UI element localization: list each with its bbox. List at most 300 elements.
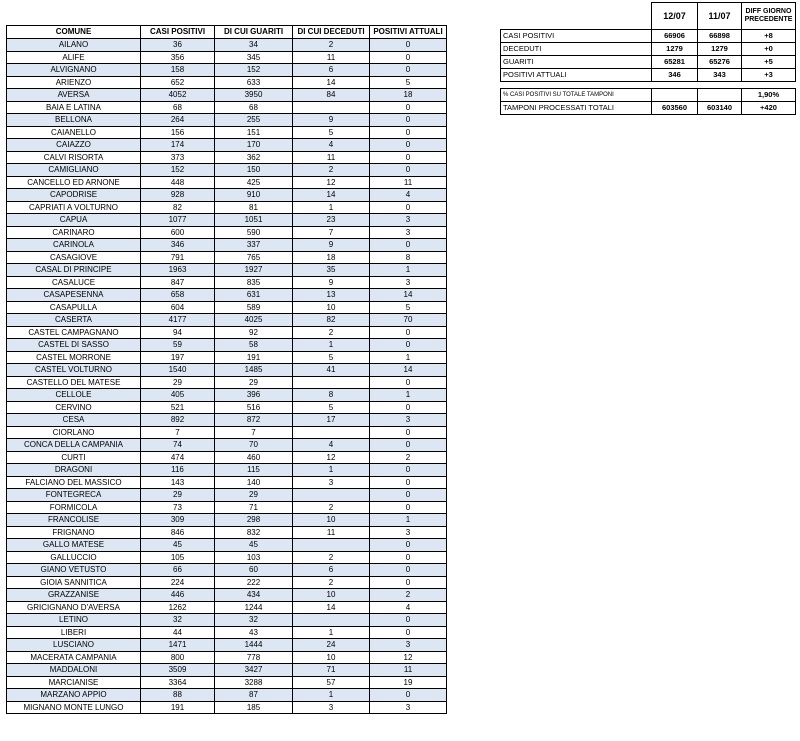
comune-cell: FORMICOLA [7,501,141,514]
guariti-cell: 434 [215,589,293,602]
guariti-cell: 3427 [215,664,293,677]
guariti-cell: 425 [215,176,293,189]
deceduti-cell: 4 [293,139,370,152]
table-row [7,601,447,614]
casi-positivi-cell: 45 [141,539,215,552]
summary-pct-row [501,89,796,102]
table-row [7,301,447,314]
guariti-cell: 631 [215,289,293,302]
summary-diff: +0 [742,43,796,56]
guariti-cell: 170 [215,139,293,152]
guariti-cell: 298 [215,514,293,527]
comune-cell: CERVINO [7,401,141,414]
positivi-attuali-cell: 8 [370,251,447,264]
casi-positivi-cell: 658 [141,289,215,302]
deceduti-cell: 9 [293,276,370,289]
positivi-attuali-cell: 0 [370,139,447,152]
deceduti-cell: 1 [293,201,370,214]
casi-positivi-cell: 474 [141,451,215,464]
comune-cell: ALIFE [7,51,141,64]
guariti-cell: 778 [215,651,293,664]
positivi-attuali-cell: 2 [370,589,447,602]
comune-cell: FALCIANO DEL MASSICO [7,476,141,489]
comune-cell: GIANO VETUSTO [7,564,141,577]
table-row [7,89,447,102]
summary-value-current: 1279 [652,43,698,56]
guariti-cell: 1927 [215,264,293,277]
tamponi-value-previous: 603140 [698,102,742,115]
deceduti-cell: 3 [293,701,370,714]
positivi-attuali-cell: 0 [370,401,447,414]
positivi-attuali-cell: 0 [370,439,447,452]
positivi-attuali-cell: 0 [370,64,447,77]
table-row [7,101,447,114]
comune-cell: CASTEL VOLTURNO [7,364,141,377]
positivi-attuali-cell: 0 [370,464,447,477]
comune-cell: GRICIGNANO D'AVERSA [7,601,141,614]
table-row [7,614,447,627]
positivi-attuali-cell: 3 [370,639,447,652]
positivi-attuali-cell: 4 [370,189,447,202]
casi-positivi-cell: 1963 [141,264,215,277]
comuni-table [6,25,447,714]
summary-value-current: 66906 [652,30,698,43]
casi-positivi-cell: 448 [141,176,215,189]
deceduti-cell: 14 [293,189,370,202]
table-row [7,576,447,589]
positivi-attuali-cell: 0 [370,539,447,552]
guariti-cell: 396 [215,389,293,402]
casi-positivi-cell: 373 [141,151,215,164]
casi-positivi-cell: 224 [141,576,215,589]
summary-diff: +5 [742,56,796,69]
spacer-cell [501,82,652,89]
comune-cell: FRIGNANO [7,526,141,539]
guariti-cell: 4025 [215,314,293,327]
deceduti-cell: 23 [293,214,370,227]
deceduti-cell: 14 [293,76,370,89]
table-row [7,326,447,339]
deceduti-cell: 10 [293,589,370,602]
comune-cell: LUSCIANO [7,639,141,652]
casi-positivi-cell: 1262 [141,601,215,614]
casi-positivi-cell: 4177 [141,314,215,327]
casi-positivi-cell: 158 [141,64,215,77]
summary-label: POSITIVI ATTUALI [501,69,652,82]
header-guariti: DI CUI GUARITI [215,26,293,39]
comune-cell: CAIAZZO [7,139,141,152]
table-row [7,489,447,502]
guariti-cell: 1444 [215,639,293,652]
casi-positivi-cell: 59 [141,339,215,352]
guariti-cell: 345 [215,51,293,64]
deceduti-cell: 8 [293,389,370,402]
guariti-cell: 872 [215,414,293,427]
guariti-cell: 362 [215,151,293,164]
guariti-cell: 60 [215,564,293,577]
guariti-cell: 92 [215,326,293,339]
casi-positivi-cell: 346 [141,239,215,252]
summary-row [501,69,796,82]
guariti-cell: 337 [215,239,293,252]
comune-cell: BELLONA [7,114,141,127]
guariti-cell: 633 [215,76,293,89]
summary-value-previous: 66898 [698,30,742,43]
casi-positivi-cell: 82 [141,201,215,214]
comune-cell: CASTEL CAMPAGNANO [7,326,141,339]
deceduti-cell [293,489,370,502]
casi-positivi-cell: 3364 [141,676,215,689]
deceduti-cell: 10 [293,301,370,314]
table-row [7,201,447,214]
positivi-attuali-cell: 0 [370,551,447,564]
deceduti-cell: 10 [293,514,370,527]
guariti-cell: 765 [215,251,293,264]
guariti-cell: 191 [215,351,293,364]
positivi-attuali-cell: 0 [370,476,447,489]
casi-positivi-cell: 4052 [141,89,215,102]
table-row [7,164,447,177]
table-row [7,464,447,477]
deceduti-cell [293,539,370,552]
positivi-attuali-cell: 3 [370,526,447,539]
table-row [7,51,447,64]
table-row [7,189,447,202]
positivi-attuali-cell: 0 [370,626,447,639]
comune-cell: CASTELLO DEL MATESE [7,376,141,389]
casi-positivi-cell: 791 [141,251,215,264]
guariti-cell: 29 [215,489,293,502]
deceduti-cell: 1 [293,689,370,702]
casi-positivi-cell: 600 [141,226,215,239]
comune-cell: CASTEL DI SASSO [7,339,141,352]
casi-positivi-cell: 152 [141,164,215,177]
guariti-cell: 68 [215,101,293,114]
casi-positivi-cell: 405 [141,389,215,402]
summary-row [501,43,796,56]
positivi-attuali-cell: 0 [370,614,447,627]
positivi-attuali-cell: 3 [370,414,447,427]
table-row [7,701,447,714]
table-row [7,414,447,427]
table-row [7,376,447,389]
header-positivi-attuali: POSITIVI ATTUALI [370,26,447,39]
deceduti-cell: 18 [293,251,370,264]
casi-positivi-cell: 44 [141,626,215,639]
table-row [7,539,447,552]
guariti-cell: 516 [215,401,293,414]
comune-cell: FONTEGRECA [7,489,141,502]
table-row [7,401,447,414]
guariti-cell: 222 [215,576,293,589]
summary-header-row [501,3,796,30]
comune-cell: CASAPESENNA [7,289,141,302]
deceduti-cell: 9 [293,114,370,127]
positivi-attuali-cell: 1 [370,351,447,364]
comune-cell: GRAZZANISE [7,589,141,602]
comune-cell: CANCELLO ED ARNONE [7,176,141,189]
casi-positivi-cell: 309 [141,514,215,527]
positivi-attuali-cell: 0 [370,126,447,139]
summary-diff-header [742,3,796,30]
summary-tamponi-row [501,102,796,115]
positivi-attuali-cell: 3 [370,276,447,289]
comune-cell: ALVIGNANO [7,64,141,77]
deceduti-cell: 71 [293,664,370,677]
positivi-attuali-cell: 0 [370,339,447,352]
positivi-attuali-cell: 0 [370,564,447,577]
deceduti-cell: 7 [293,226,370,239]
guariti-cell: 255 [215,114,293,127]
comune-cell: MADDALONI [7,664,141,677]
positivi-attuali-cell: 0 [370,114,447,127]
deceduti-cell: 2 [293,576,370,589]
table-row [7,389,447,402]
deceduti-cell: 17 [293,414,370,427]
casi-positivi-cell: 29 [141,376,215,389]
casi-positivi-cell: 143 [141,476,215,489]
comune-cell: CASTEL MORRONE [7,351,141,364]
positivi-attuali-cell: 14 [370,289,447,302]
table-row [7,64,447,77]
deceduti-cell [293,101,370,114]
comune-cell: AILANO [7,39,141,52]
guariti-cell: 115 [215,464,293,477]
table-row [7,139,447,152]
table-row [7,39,447,52]
casi-positivi-cell: 652 [141,76,215,89]
comune-cell: CARINOLA [7,239,141,252]
tamponi-diff: +420 [742,102,796,115]
guariti-cell: 185 [215,701,293,714]
deceduti-cell: 3 [293,476,370,489]
deceduti-cell [293,376,370,389]
casi-positivi-cell: 892 [141,414,215,427]
deceduti-cell: 2 [293,39,370,52]
casi-positivi-cell: 94 [141,326,215,339]
casi-positivi-cell: 197 [141,351,215,364]
comune-cell: CAMIGLIANO [7,164,141,177]
guariti-cell: 34 [215,39,293,52]
table-header-row [7,26,447,39]
comune-cell: MACERATA CAMPANIA [7,651,141,664]
casi-positivi-cell: 521 [141,401,215,414]
table-row [7,564,447,577]
positivi-attuali-cell: 0 [370,101,447,114]
guariti-cell: 460 [215,451,293,464]
positivi-attuali-cell: 11 [370,176,447,189]
table-row [7,176,447,189]
deceduti-cell: 2 [293,326,370,339]
comune-cell: MARZANO APPIO [7,689,141,702]
comune-cell: BAIA E LATINA [7,101,141,114]
positivi-attuali-cell: 3 [370,701,447,714]
positivi-attuali-cell: 19 [370,676,447,689]
deceduti-cell: 13 [293,289,370,302]
positivi-attuali-cell: 0 [370,151,447,164]
deceduti-cell: 24 [293,639,370,652]
table-row [7,126,447,139]
casi-positivi-cell: 73 [141,501,215,514]
table-row [7,651,447,664]
guariti-cell: 32 [215,614,293,627]
deceduti-cell: 2 [293,164,370,177]
casi-positivi-cell: 1471 [141,639,215,652]
deceduti-cell: 10 [293,651,370,664]
table-row [7,251,447,264]
comune-cell: CASAL DI PRINCIPE [7,264,141,277]
comune-cell: CASAGIOVE [7,251,141,264]
positivi-attuali-cell: 12 [370,651,447,664]
casi-positivi-cell: 36 [141,39,215,52]
diff-header-line2: PRECEDENTE [744,16,793,23]
guariti-cell: 1485 [215,364,293,377]
summary-row [501,56,796,69]
summary-blank-header [501,3,652,30]
table-row [7,289,447,302]
guariti-cell: 45 [215,539,293,552]
deceduti-cell: 5 [293,126,370,139]
deceduti-cell [293,426,370,439]
positivi-attuali-cell: 0 [370,426,447,439]
casi-positivi-cell: 446 [141,589,215,602]
pct-value-current [652,89,698,102]
guariti-cell: 590 [215,226,293,239]
casi-positivi-cell: 1540 [141,364,215,377]
deceduti-cell: 6 [293,564,370,577]
tamponi-value-current: 603560 [652,102,698,115]
table-row [7,339,447,352]
positivi-attuali-cell: 0 [370,51,447,64]
deceduti-cell: 1 [293,464,370,477]
casi-positivi-cell: 604 [141,301,215,314]
table-row [7,664,447,677]
table-row [7,226,447,239]
table-row [7,76,447,89]
header-deceduti: DI CUI DECEDUTI [293,26,370,39]
positivi-attuali-cell: 5 [370,76,447,89]
guariti-cell: 87 [215,689,293,702]
comune-cell: GIOIA SANNITICA [7,576,141,589]
tamponi-label: TAMPONI PROCESSATI TOTALI [501,102,652,115]
positivi-attuali-cell: 4 [370,601,447,614]
spacer-cell [652,82,698,89]
comune-cell: CONCA DELLA CAMPANIA [7,439,141,452]
table-row [7,501,447,514]
casi-positivi-cell: 74 [141,439,215,452]
deceduti-cell: 84 [293,89,370,102]
positivi-attuali-cell: 11 [370,664,447,677]
casi-positivi-cell: 3509 [141,664,215,677]
positivi-attuali-cell: 1 [370,514,447,527]
deceduti-cell: 11 [293,151,370,164]
casi-positivi-cell: 928 [141,189,215,202]
comune-cell: CAPRIATI A VOLTURNO [7,201,141,214]
guariti-cell: 58 [215,339,293,352]
casi-positivi-cell: 68 [141,101,215,114]
deceduti-cell: 82 [293,314,370,327]
summary-label: DECEDUTI [501,43,652,56]
spacer-cell [742,82,796,89]
deceduti-cell: 1 [293,626,370,639]
table-row [7,426,447,439]
positivi-attuali-cell: 3 [370,226,447,239]
header-casi-positivi: CASI POSITIVI [141,26,215,39]
guariti-cell: 70 [215,439,293,452]
deceduti-cell: 2 [293,501,370,514]
summary-table [500,2,796,115]
casi-positivi-cell: 7 [141,426,215,439]
guariti-cell: 910 [215,189,293,202]
comune-cell: CASERTA [7,314,141,327]
positivi-attuali-cell: 18 [370,89,447,102]
table-row [7,114,447,127]
comune-cell: CAPUA [7,214,141,227]
table-row [7,151,447,164]
deceduti-cell: 12 [293,451,370,464]
comune-cell: CARINARO [7,226,141,239]
table-row [7,476,447,489]
table-row [7,626,447,639]
summary-date-current: 12/07 [652,3,698,30]
summary-value-current: 65281 [652,56,698,69]
positivi-attuali-cell: 1 [370,264,447,277]
guariti-cell: 43 [215,626,293,639]
diff-header-line1: DIFF GIORNO [745,8,792,15]
guariti-cell: 150 [215,164,293,177]
casi-positivi-cell: 264 [141,114,215,127]
guariti-cell: 835 [215,276,293,289]
positivi-attuali-cell: 0 [370,501,447,514]
guariti-cell: 152 [215,64,293,77]
comune-cell: LIBERI [7,626,141,639]
summary-diff: +8 [742,30,796,43]
comune-cell: ARIENZO [7,76,141,89]
positivi-attuali-cell: 0 [370,239,447,252]
positivi-attuali-cell: 2 [370,451,447,464]
table-row [7,214,447,227]
deceduti-cell: 9 [293,239,370,252]
comune-cell: CAPODRISE [7,189,141,202]
comune-cell: AVERSA [7,89,141,102]
positivi-attuali-cell: 14 [370,364,447,377]
positivi-attuali-cell: 0 [370,326,447,339]
guariti-cell: 3950 [215,89,293,102]
casi-positivi-cell: 847 [141,276,215,289]
comune-cell: MIGNANO MONTE LUNGO [7,701,141,714]
deceduti-cell: 4 [293,439,370,452]
comune-cell: LETINO [7,614,141,627]
comune-cell: GALLO MATESE [7,539,141,552]
comune-cell: CASAPULLA [7,301,141,314]
casi-positivi-cell: 66 [141,564,215,577]
casi-positivi-cell: 191 [141,701,215,714]
deceduti-cell: 41 [293,364,370,377]
summary-value-previous: 1279 [698,43,742,56]
positivi-attuali-cell: 0 [370,489,447,502]
comune-cell: CURTI [7,451,141,464]
comune-cell: CESA [7,414,141,427]
casi-positivi-cell: 356 [141,51,215,64]
casi-positivi-cell: 88 [141,689,215,702]
guariti-cell: 589 [215,301,293,314]
table-row [7,514,447,527]
comune-cell: CASALUCE [7,276,141,289]
comune-cell: DRAGONI [7,464,141,477]
deceduti-cell [293,614,370,627]
deceduti-cell: 35 [293,264,370,277]
pct-label: % CASI POSITIVI SU TOTALE TAMPONI [501,89,652,102]
